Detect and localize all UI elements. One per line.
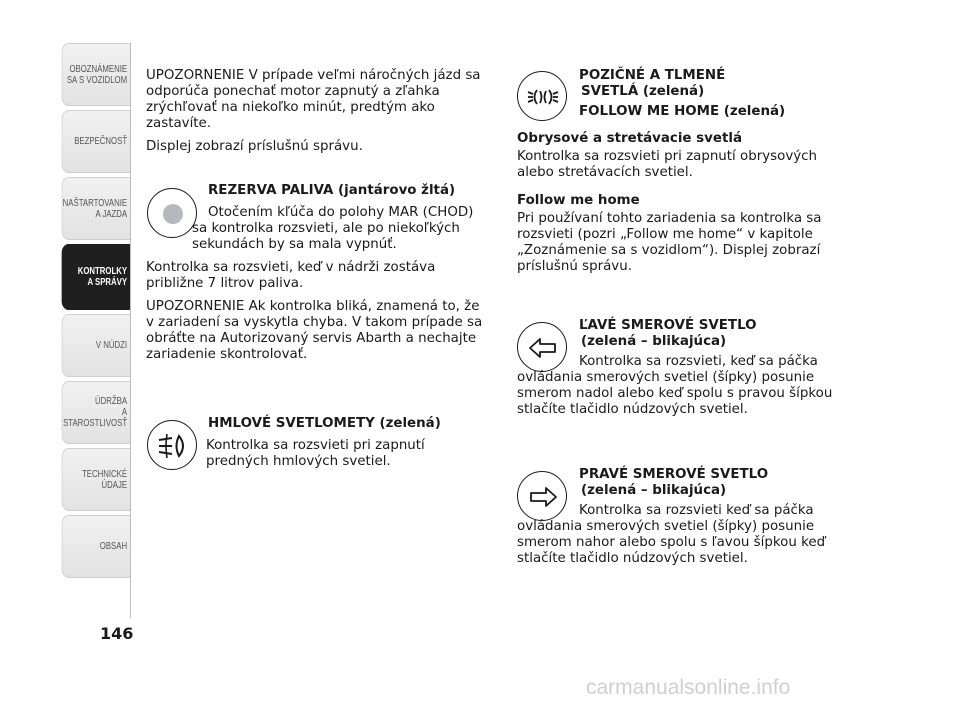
fuel-text: Otočením kľúča do polohy MAR (CHOD) sa kontrolka rozsvieti, ale po niekoľkých sekundách by sa mala vypnúť. <box>192 205 474 252</box>
position-title-2: SVETLÁ (zelená) <box>581 84 705 99</box>
left-turn-text: Kontrolka sa rozsvieti, keď sa páčka ovládania smerových svetiel (šípky) posunie smerom nadol alebo keď spolu s pravou šípkou stlačíte tlačidlo núdzových svetiel. <box>517 354 833 417</box>
position-title-3: FOLLOW ME HOME (zelená) <box>579 104 786 119</box>
subsection-text: Pri používaní tohto zariadenia sa kontrolka sa rozsvieti (pozri „Follow me home“ v kapitole „Zoznámenie sa s vozidlom“). Displej zobrazí príslušnú správu. <box>517 211 822 274</box>
left-turn-title-1: ĽAVÉ SMEROVÉ SVETLO <box>579 318 757 333</box>
tab-technicke[interactable] <box>62 448 131 511</box>
right-turn-text: Kontrolka sa rozsvieti keď sa páčka ovládania smerových svetiel (šípky) posunie smerom nahor alebo spolu s ľavou šípkou keď stlačíte tlačidlo núdzových svetiel. <box>517 503 826 566</box>
tab-label: KONTROLKY A SPRÁVY <box>77 266 128 288</box>
left-turn-section <box>517 318 857 425</box>
tab-label: OBSAH <box>99 541 128 552</box>
fog-text: Kontrolka sa rozsvieti pri zapnutí predných hmlových svetiel. <box>206 438 425 469</box>
position-title-1: POZIČNÉ A TLMENÉ <box>579 68 726 83</box>
fog-section <box>146 416 484 477</box>
display-text: Displej zobrazí príslušnú správu. <box>146 139 363 154</box>
left-column <box>146 68 484 162</box>
tab-oboznamenie[interactable] <box>62 43 131 106</box>
tab-label: OBOZNÁMENIE SA S VOZIDLOM <box>66 63 128 86</box>
tab-label: BEZPEČNOSŤ <box>74 136 128 147</box>
tab-label: TECHNICKÉ ÚDAJE <box>82 468 128 491</box>
page-number: 146 <box>100 624 134 643</box>
fuel-title: REZERVA PALIVA (jantárovo žltá) <box>208 183 456 198</box>
tab-v-nudzi[interactable] <box>62 314 131 377</box>
tab-label: V NÚDZI <box>95 340 128 351</box>
tab-obsah[interactable] <box>62 515 131 578</box>
right-turn-title-2: (zelená – blikajúca) <box>581 483 727 498</box>
fuel-warning: UPOZORNENIE Ak kontrolka bliká, znamená to, že v zariadení sa vyskytla chyba. V takom prípade sa obráťte na Autorizovaný servis Abarth a nechajte zariadenie skontrolovať. <box>146 299 483 362</box>
subsection-text: Kontrolka sa rozsvieti pri zapnutí obrysových alebo stretávacích svetiel. <box>517 149 818 180</box>
sidebar-divider <box>130 43 131 618</box>
warning-text: UPOZORNENIE V prípade veľmi náročných jázd sa odporúča ponechať motor zapnutý a zľahka zrýchľovať na niekoľko minút, predtým ako zastavíte. <box>146 68 481 131</box>
tab-label: ÚDRŽBA A STAROSTLIVOSŤ <box>63 396 128 429</box>
fog-title: HMLOVÉ SVETLOMETY (zelená) <box>208 416 441 431</box>
tab-label: NAŠTARTOVANIE A JAZDA <box>62 197 128 220</box>
fuel-text-2: Kontrolka sa rozsvieti, keď v nádrži zostáva približne 7 litrov paliva. <box>146 260 436 291</box>
right-turn-title-1: PRAVÉ SMEROVÉ SVETLO <box>579 467 769 482</box>
position-section <box>517 68 857 282</box>
subsection-title: Follow me home <box>517 193 640 208</box>
watermark: carmanualsonline.info <box>586 676 791 699</box>
left-turn-title-2: (zelená – blikajúca) <box>581 334 727 349</box>
tab-nastartovanie[interactable] <box>62 177 131 240</box>
subsection-title: Obrysové a stretávacie svetlá <box>517 131 742 146</box>
fuel-section <box>146 183 484 370</box>
tab-udrzba[interactable] <box>62 381 131 444</box>
tab-bezpecnost[interactable] <box>62 110 131 173</box>
chapter-sidebar <box>42 43 131 582</box>
tab-kontrolky[interactable] <box>62 244 131 310</box>
right-turn-section <box>517 467 857 574</box>
